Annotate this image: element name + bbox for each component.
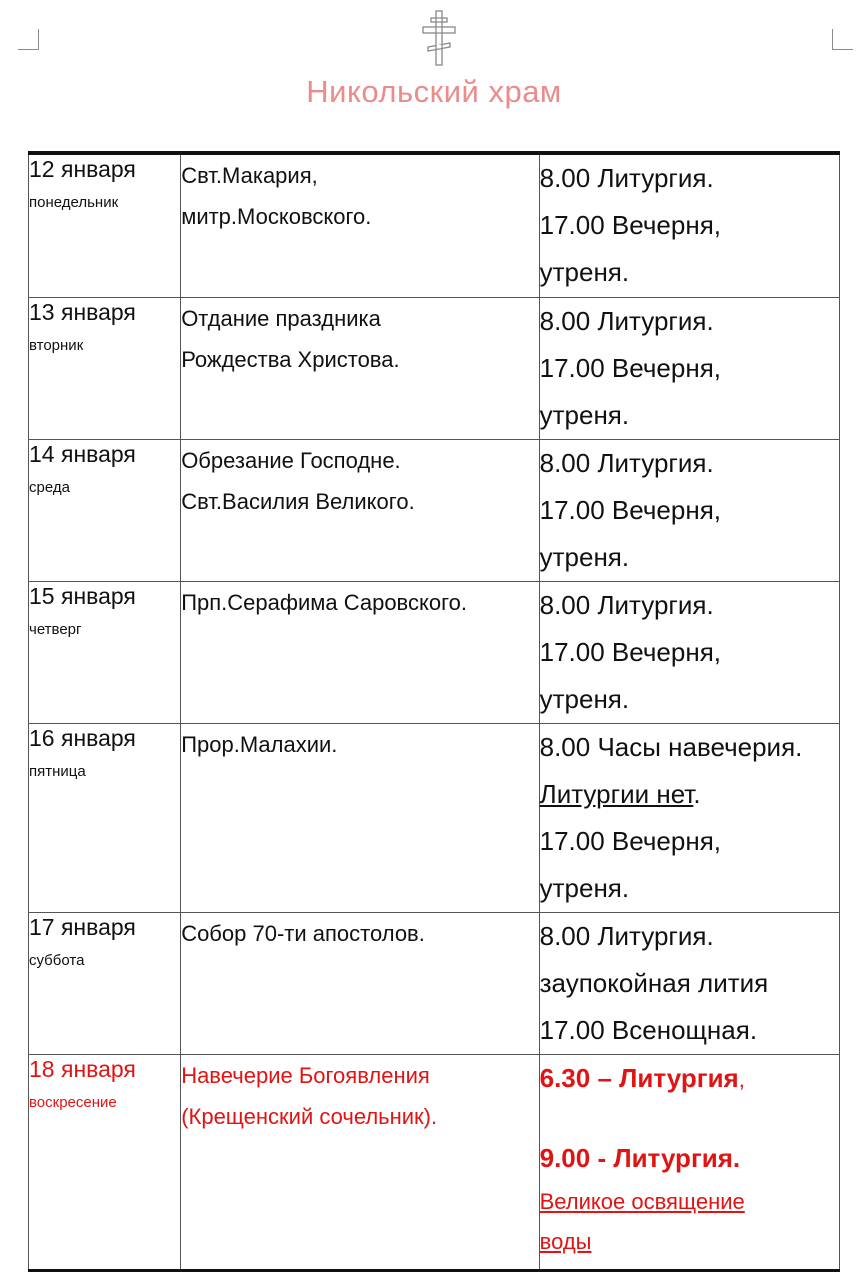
service-line [540,298,839,345]
service-line: заупокойная лития [539,967,769,998]
day-cell [29,297,181,439]
service-line [540,345,839,392]
page-title: Никольский храм [306,74,562,109]
service-text: Литургия. [590,305,714,336]
service-cell [539,153,839,297]
service-line [540,155,839,202]
service-time: 17.00 [539,494,605,525]
service-line [540,1055,839,1102]
service-text: Литургия. [590,920,714,951]
event-line: Собор 70-ти апостолов. [181,920,425,946]
service-cell [539,297,839,439]
service-cell [539,912,839,1054]
date-month: января [60,156,136,182]
date-label [29,724,180,752]
day-cell [29,723,181,912]
service-line [540,582,839,629]
table-row [29,581,840,723]
date-label [29,1055,180,1083]
service-time: 17.00 [539,210,605,240]
service-time: 17.00 [539,636,605,667]
day-cell [29,439,181,581]
service-line: утреня. [539,541,630,572]
service-line [540,487,839,534]
event-line: Рождества Христова. [181,346,400,372]
service-time: 8.00 [539,589,591,620]
service-cell [539,723,839,912]
service-text: Вечерня, [604,210,721,240]
weekday-label: понедельник [29,194,119,211]
service-text: Литургия. [590,447,714,478]
date-label: 17 января [29,913,136,940]
event-cell [181,723,539,912]
service-time: 8.00 [539,305,591,336]
event-line: Свт.Василия Великого. [181,488,415,514]
event-line: Отдание праздника [181,305,381,331]
service-line [540,629,839,676]
table-row [29,723,840,912]
spacer [540,1102,839,1135]
service-cell [539,581,839,723]
service-text: 6.30 – Литургия [539,1062,739,1093]
event-line: Обрезание Господне. [181,447,401,473]
date-month: января [60,724,136,751]
event-cell [181,297,539,439]
service-line [540,818,839,865]
event-line: Прп.Серафима Саровского. [181,589,467,615]
service-tail: , [738,1066,745,1092]
service-line: Великое освящение [539,1188,745,1214]
service-line [540,440,839,487]
orthodox-cross-icon [419,9,459,67]
weekday-label: четверг [29,620,82,638]
weekday-label: среда [29,478,70,496]
service-text: Вечерня, [604,636,721,667]
service-text: . [693,778,701,809]
service-time: 8.00 [539,447,591,478]
event-line: (Крещенский сочельник). [181,1103,438,1129]
service-cell [539,1054,839,1270]
service-text: Вечерня, [604,825,721,856]
service-text: Часы навечерия. [590,731,803,762]
event-line: Прор.Малахии. [181,731,338,757]
event-cell [181,581,539,723]
service-line: утреня. [539,399,630,430]
service-line [540,771,839,818]
date-number: 16 [29,724,55,751]
table-row [29,153,840,297]
service-text: Литургия. [590,589,714,620]
service-text: Литургия. [590,163,714,193]
service-line [540,913,839,960]
date-month: января [60,582,136,609]
schedule-table [28,151,840,1272]
service-time: 17.00 [539,825,605,856]
date-label [29,155,180,183]
service-time: 8.00 [539,731,591,762]
weekday-label: суббота [29,951,85,969]
event-line: митр.Московского. [181,204,372,229]
table-row [29,912,840,1054]
corner-mark-right [832,29,853,50]
table-row [29,297,840,439]
service-line: воды [539,1228,592,1254]
table-row [29,439,840,581]
event-cell [181,439,539,581]
corner-mark-left [18,29,39,50]
date-number: 18 [29,1055,55,1082]
date-number: 14 [29,440,55,467]
day-cell [29,912,181,1054]
date-label [29,298,180,326]
event-line: Свт.Макария, [181,163,318,188]
event-cell [181,153,539,297]
date-month: января [60,440,136,467]
day-cell [29,1054,181,1270]
service-line: утреня. [539,872,630,903]
service-time: 17.00 [539,352,605,383]
day-cell [29,153,181,297]
service-time: 8.00 [539,163,591,193]
weekday-label: вторник [29,336,84,354]
service-line [540,202,839,249]
service-line [540,724,839,771]
date-number: 13 [29,298,55,325]
service-line: 9.00 - Литургия. [539,1142,741,1173]
date-number: 15 [29,582,55,609]
service-time: 8.00 [539,920,591,951]
service-line: утреня. [539,683,630,714]
event-cell [181,1054,539,1270]
service-line: утреня. [539,257,630,287]
no-liturgy-note: Литургии нет [539,778,694,809]
weekday-label: пятница [29,762,86,780]
table-row [29,1054,840,1270]
service-line: 17.00 Всенощная. [539,1014,758,1045]
service-cell [539,439,839,581]
date-month: января [60,298,136,325]
date-month: января [60,1055,136,1082]
event-cell [181,912,539,1054]
event-line: Навечерие Богоявления [181,1062,430,1088]
date-label [29,440,180,468]
day-cell [29,581,181,723]
date-label [29,582,180,610]
weekday-label: воскресение [29,1093,117,1111]
service-text: Вечерня, [604,494,721,525]
date-number: 12 [29,156,55,182]
service-text: Вечерня, [604,352,721,383]
